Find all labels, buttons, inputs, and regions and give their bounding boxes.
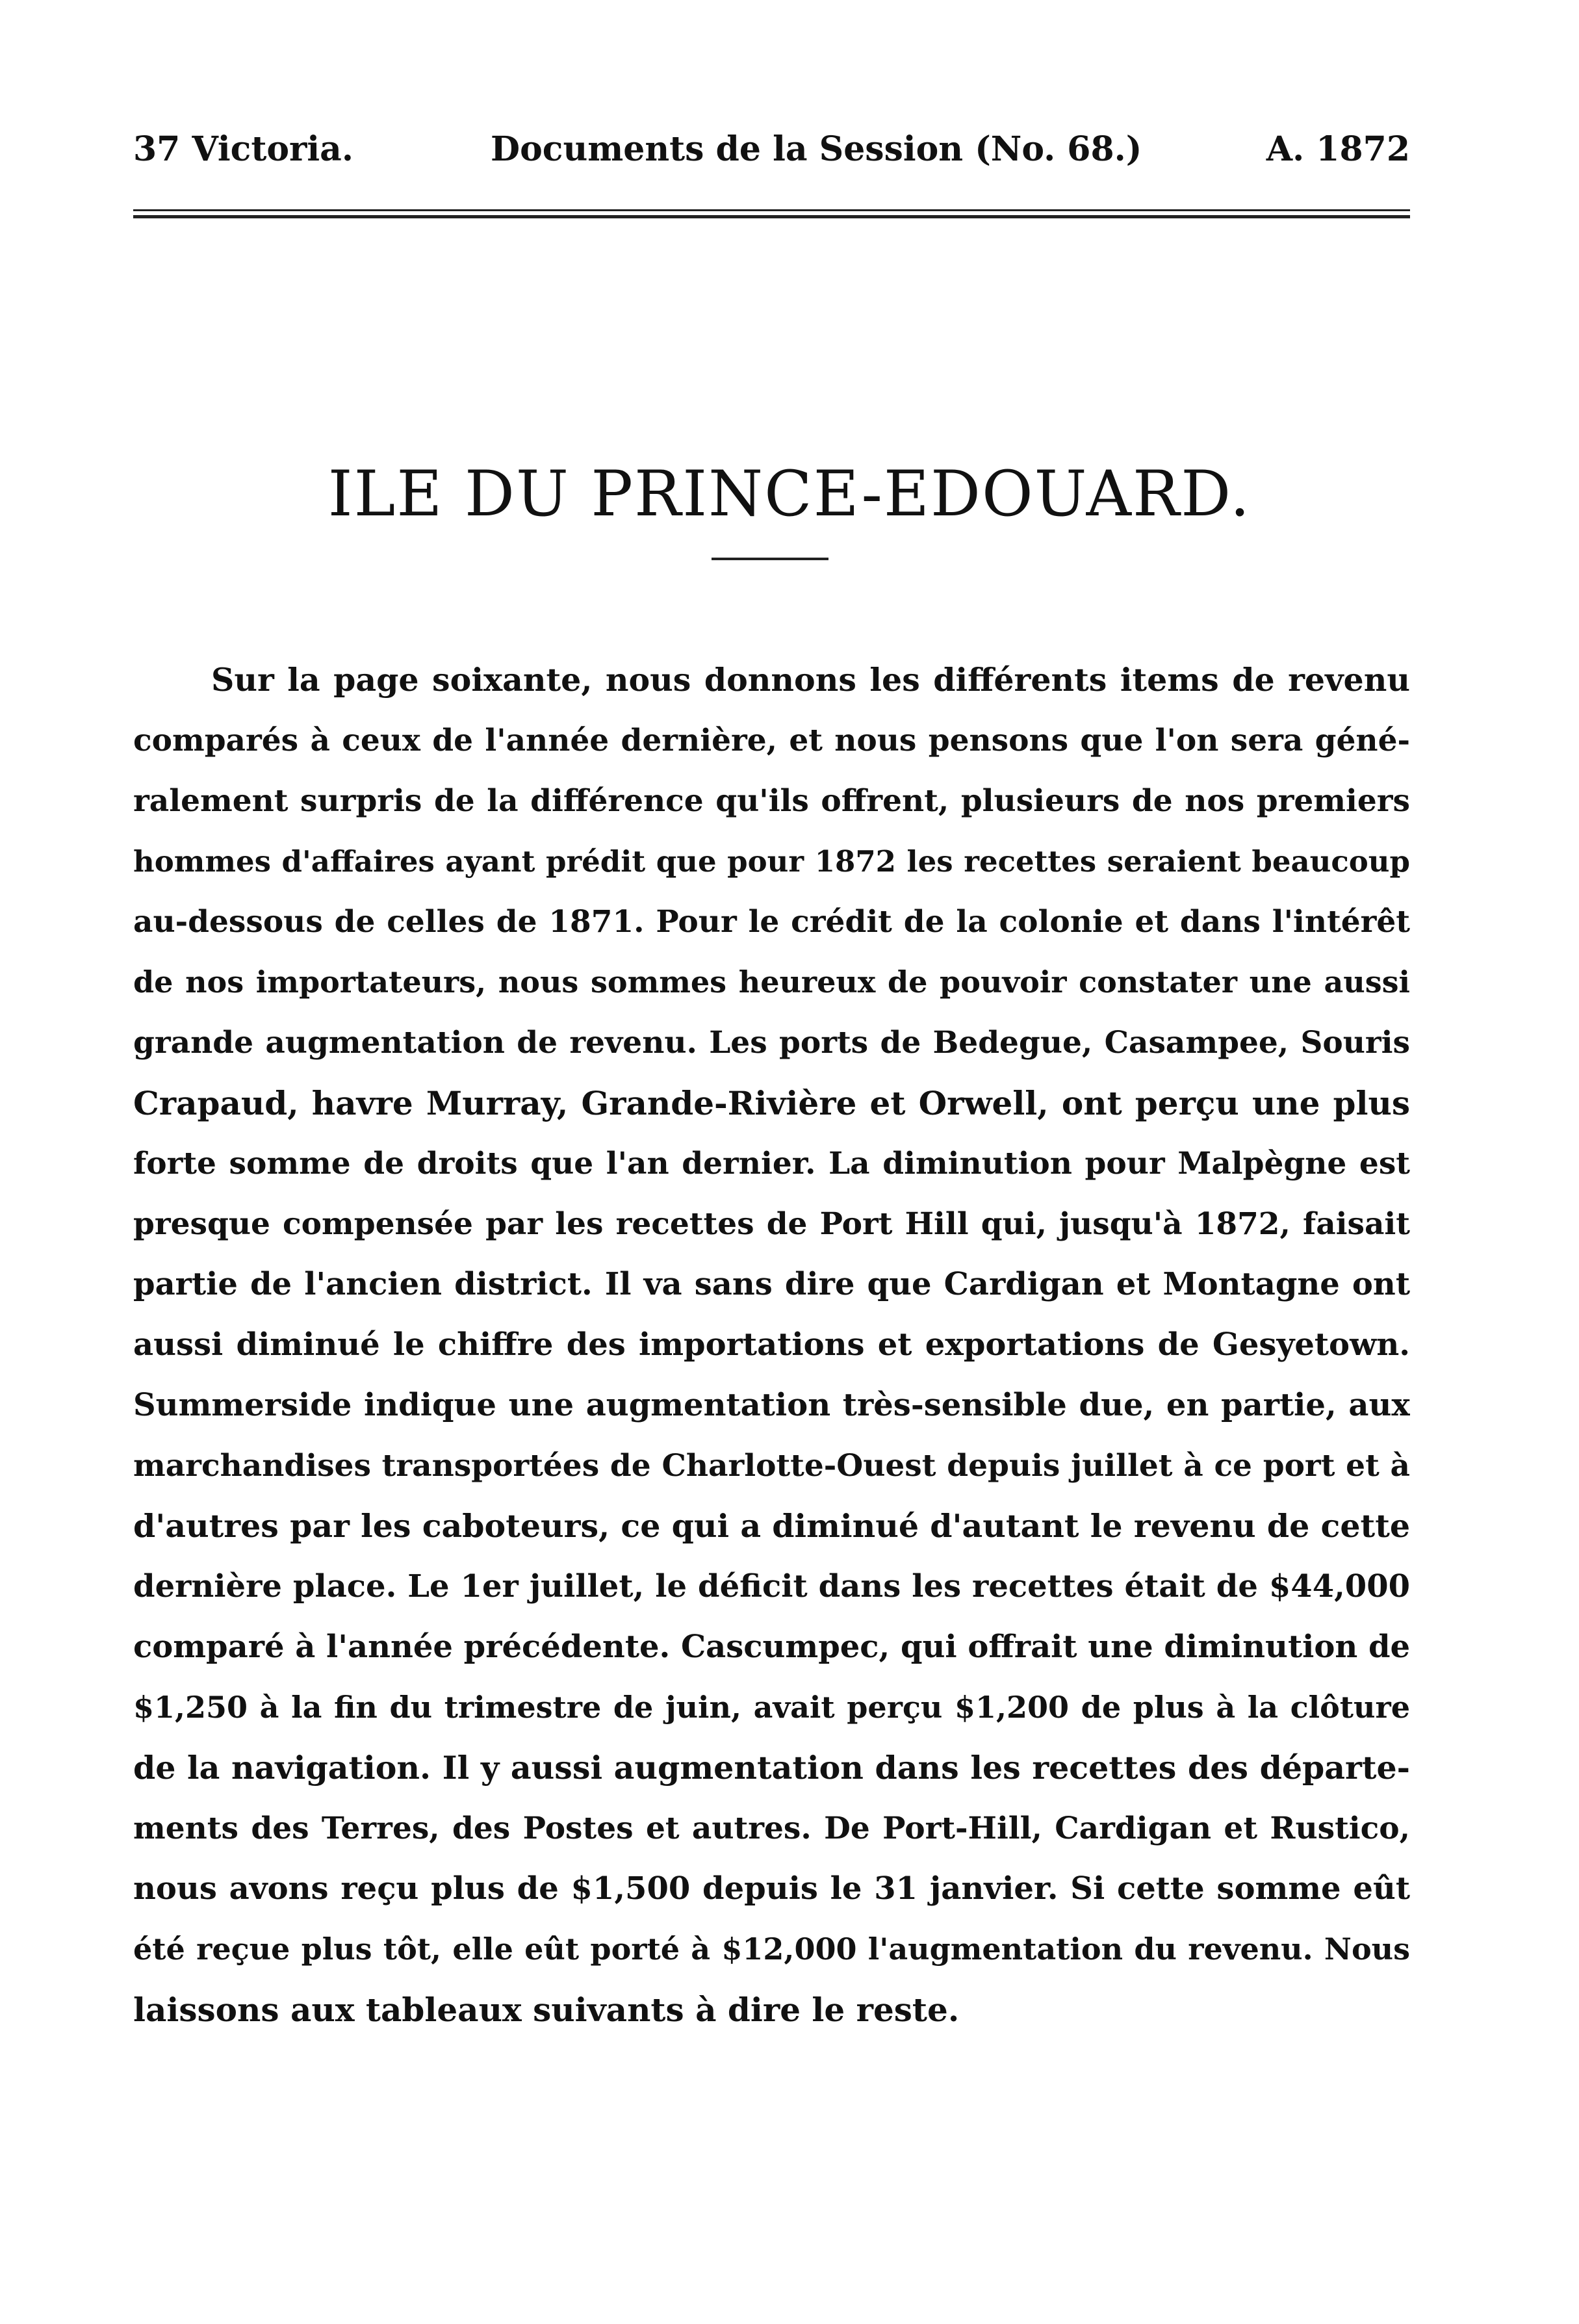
- running-head: [133, 120, 1410, 179]
- body-line: de nos importateurs, nous sommes heureux de pouvoir constater une aussi: [133, 964, 1410, 1000]
- body-line: partie de l'ancien district. Il va sans dire que Cardigan et Montagne ont: [133, 1266, 1410, 1302]
- body-line: comparé à l'année précédente. Cascumpec, qui offrait une diminution de: [133, 1629, 1410, 1665]
- body-line: grande augmentation de revenu. Les ports de Bedegue, Casampee, Souris: [133, 1025, 1410, 1061]
- body-line: aussi diminué le chiffre des importations et exportations de Gesyetown.: [133, 1326, 1410, 1363]
- body-line: ralement surpris de la différence qu'ils offrent, plusieurs de nos premiers: [133, 783, 1410, 819]
- body-line: comparés à ceux de l'année dernière, et nous pensons que l'on sera géné-: [133, 723, 1410, 758]
- header-double-rule: [133, 209, 1410, 218]
- running-head-year: A. 1872: [1266, 129, 1410, 169]
- body-line: forte somme de droits que l'an dernier. La diminution pour Malpègne est: [133, 1146, 1410, 1181]
- body-line: Crapaud, havre Murray, Grande-Rivière et Orwell, ont perçu une plus: [133, 1084, 1410, 1122]
- body-line: $1,250 à la fin du trimestre de juin, avait perçu $1,200 de plus à la clôture: [133, 1690, 1410, 1725]
- body-line: hommes d'affaires ayant prédit que pour 1872 les recettes seraient beaucoup: [133, 844, 1410, 879]
- running-head-volume: 37 Victoria.: [133, 129, 353, 169]
- body-line: dernière place. Le 1er juillet, le déficit dans les recettes était de $44,000: [133, 1568, 1410, 1605]
- body-line: Summerside indique une augmentation très-sensible due, en partie, aux: [133, 1387, 1410, 1423]
- body-line: marchandises transportées de Charlotte-Ouest depuis juillet à ce port et à: [133, 1448, 1410, 1484]
- title-rule: [712, 558, 828, 560]
- body-line: nous avons reçu plus de $1,500 depuis le 31 janvier. Si cette somme eût: [133, 1870, 1410, 1907]
- body-line: d'autres par les caboteurs, ce qui a diminué d'autant le revenu de cette: [133, 1507, 1410, 1545]
- body-line: presque compensée par les recettes de Port Hill qui, jusqu'à 1872, faisait: [133, 1206, 1410, 1242]
- running-head-session: Documents de la Session (No. 68.): [491, 129, 1142, 169]
- page-title: ILE DU PRINCE-EDOUARD.: [327, 458, 1252, 530]
- body-line: laissons aux tableaux suivants à dire le reste.: [133, 1991, 960, 2029]
- body-line: de la navigation. Il y aussi augmentation dans les recettes des départe-: [133, 1749, 1410, 1787]
- body-line: été reçue plus tôt, elle eût porté à $12,000 l'augmentation du revenu. Nous: [133, 1931, 1410, 1967]
- body-line: au-dessous de celles de 1871. Pour le crédit de la colonie et dans l'intérêt: [133, 904, 1410, 940]
- body-line: Sur la page soixante, nous donnons les différents items de revenu: [211, 661, 1410, 699]
- body-line: ments des Terres, des Postes et autres. De Port-Hill, Cardigan et Rustico,: [133, 1811, 1410, 1846]
- body-paragraph: [133, 650, 1410, 2040]
